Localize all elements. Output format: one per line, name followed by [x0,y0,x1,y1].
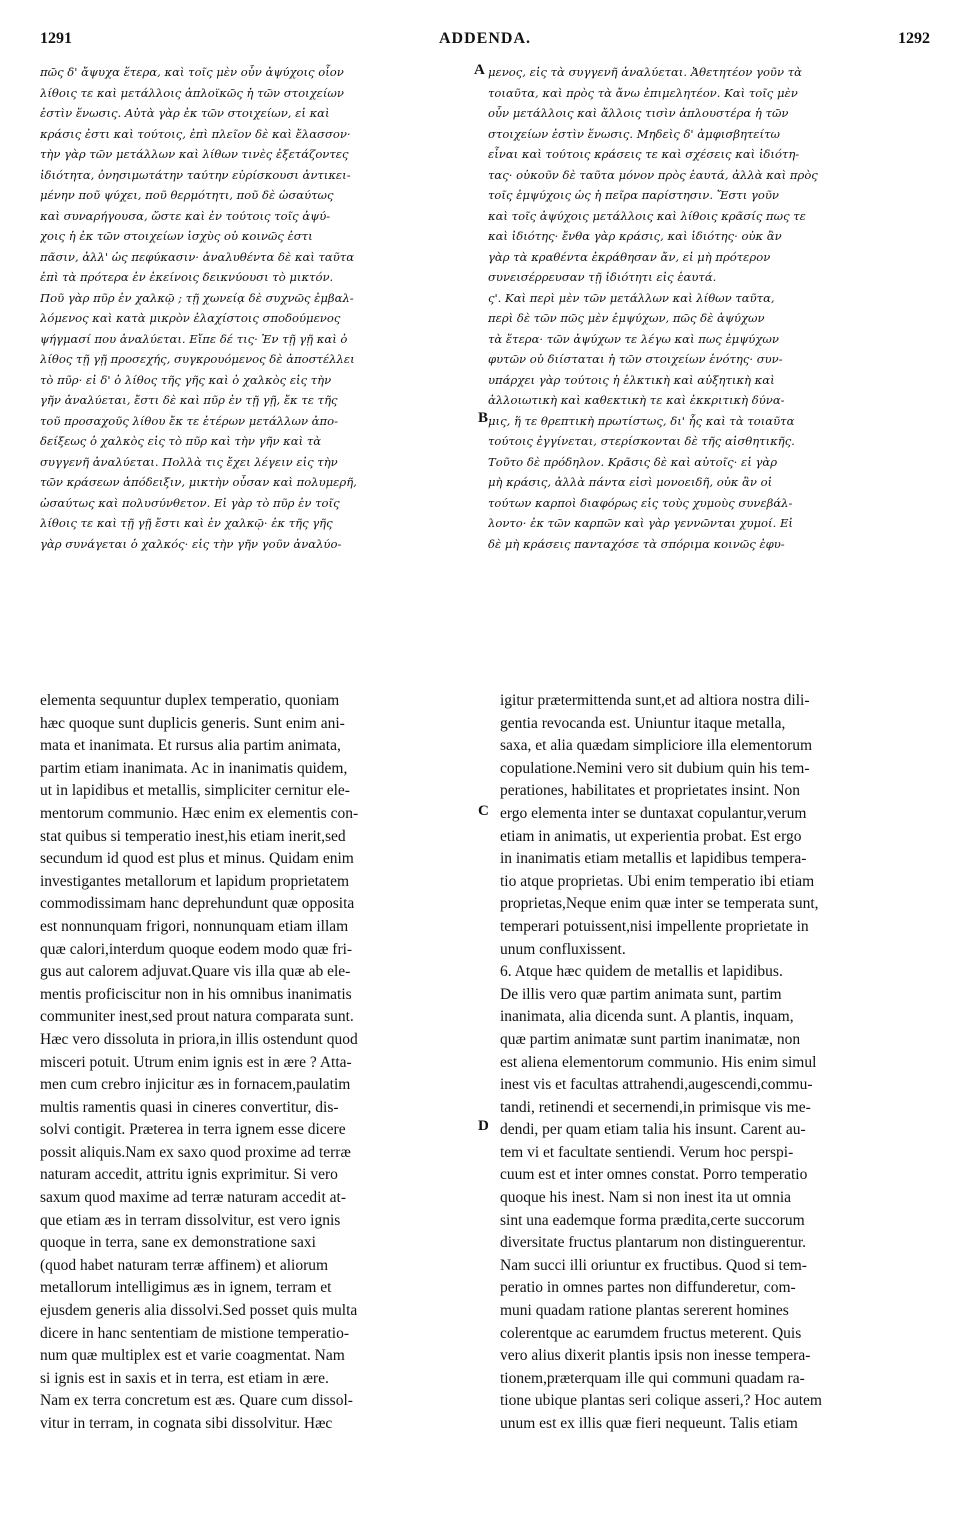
latin-text-line: vitur in terram, in cognata sibi dissolvitur. Hæc [40,1415,333,1432]
latin-text-line: mata et inanimata. Et rursus alia partim animata, [40,737,341,755]
greek-text-line: λίθος τῇ γῇ προσεχής, συγκρουόμενος δὲ ἀποστέλλει [40,352,355,366]
greek-text-line: λόμενος καὶ κατὰ μικρὸν ἐλαχίστοις σποδούμενος [40,311,341,325]
latin-text-line: metallorum intelligimus æs in ignem, terram et [40,1279,332,1297]
margin-letter-b: B [478,410,489,426]
greek-text-line: Τοῦτο δὲ πρόδηλον. Κρᾶσις δὲ καὶ αὐτοῖς· εἰ γὰρ [488,454,778,469]
latin-text-line: unum est ex illis quæ fieri nequeunt. Talis etiam [500,1415,798,1432]
latin-text-line: saxa, et alia quædam simpliciore illa elementorum [500,737,813,755]
latin-text-line: ut in lapidibus et metallis, simpliciter cernitur ele- [40,782,350,800]
greek-text-line: λίθοις τε καὶ τῇ γῇ ἔστι καὶ ἐν χαλκῷ· ἐκ τῆς γῆς [40,516,333,530]
greek-text-line: δείξεως ὁ χαλκὸς εἰς τὸ πῦρ καὶ τὴν γῆν καὶ τὰ [40,434,322,448]
latin-text-line: gentia revocanda est. Uniuntur itaque metalla, [500,714,786,732]
greek-text-line: στοιχείων ἐστὶν ἕνωσις. Μηδεὶς δ' ἀμφισβητείτω [488,126,780,141]
greek-text-right-column [488,62,932,554]
greek-text-line: γῆν ἀναλύεται, ἔστι δὲ καὶ πῦρ ἐν τῇ γῇ, ἔκ τε τῆς [40,393,338,407]
greek-text-line: μις, ἥ τε θρεπτικὴ πρωτίστως, δι' ἧς καὶ τὰ τοιαῦτα [488,413,795,428]
greek-text-line: περὶ δὲ τῶν πῶς μὲν ἐμψύχων, πῶς δὲ ἀψύχων [488,311,765,325]
latin-text-line: commodissimam hanc deprehundunt quæ opposita [40,895,355,913]
latin-text-line: mentis proficiscitur non in his omnibus inanimatis [40,985,352,1003]
greek-text-line: μὴ κράσις, ἀλλὰ πάντα εἰσὶ μονοειδῆ, οὐκ ἂν οἱ [488,475,773,489]
greek-text-line: Ποῦ γὰρ πῦρ ἐν χαλκῷ ; τῇ χωνείᾳ δὲ συχνῶς ἐμβαλ- [40,290,354,305]
latin-text-line: stat quibus si temperatio inest,his etiam inerit,sed [40,827,346,845]
greek-text-line: τούτων καρποὶ διαφόρως εἰς τοὺς χυμοὺς συνεβάλ- [488,495,793,510]
greek-text-line: γὰρ τὰ κραθέντα ἐκράθησαν ἄν, εἰ μὴ πρότερον [488,249,771,264]
latin-text-line: tandi, retinendi et secernendi,in primisque vis me- [500,1098,811,1116]
latin-text-line: saxum quod maxime ad terræ naturam accedit at- [40,1189,347,1207]
latin-text-line: sint una eademque forma prædita,certe succorum [500,1211,805,1229]
greek-text-line: κράσις ἐστι καὶ τούτοις, ἐπὶ πλεῖον δὲ καὶ ἔλασσον· [40,126,351,141]
latin-text-line: muni quadam ratione plantas sererent homines [500,1302,789,1320]
latin-text-line: etiam in animatis, ut experientia probat. Est ergo [500,827,802,845]
greek-text-line: μενος, εἰς τὰ συγγενῆ ἀναλύεται. Ἀθετητέον γοῦν τὰ [488,65,802,79]
latin-text-line: num quæ multiplex est et varie coagmentat. Nam [40,1347,345,1365]
latin-text-line: inest vis et facultas attrahendi,augescendi,commu- [500,1076,813,1094]
latin-text-line: possit aliquis.Nam ex saxo quod proxime ad terræ [40,1143,351,1161]
latin-text-line: secundum id quod est plus et minus. Quidam enim [40,850,354,868]
latin-text-line: proprietas,Neque enim quæ inter se temperata sunt, [500,895,819,913]
latin-text-line: tem vi et facultate sentiendi. Verum hoc perspi- [500,1143,794,1161]
greek-text-line: καὶ ἰδιότης· ἔνθα γὰρ κράσις, καὶ ἰδιότης· οὐκ ἂν [488,229,782,243]
latin-text-line: dendi, per quam etiam talia his insunt. Carent au- [500,1121,806,1139]
latin-text-line: quæ partim animatæ sunt partim inanimatæ, non [500,1030,801,1048]
latin-text-line: perationes, habilitates et proprietates insint. Non [500,782,801,800]
greek-text-line: λίθοις τε καὶ μετάλλοις ἁπλοϊκῶς ἡ τῶν στοιχείων [40,85,344,100]
latin-text-line: diversitate fructus plantarum non distinguerentur. [500,1234,807,1252]
latin-text-line: vero alius dixerit plantis ipsis non inesse tempera- [500,1347,811,1365]
latin-text-line: est nonnunquam frigori, nonnunquam etiam illam [40,917,349,935]
greek-text-line: καὶ συναρήγουσα, ὥστε καὶ ἐν τούτοις τοῖς ἀψύ- [40,208,331,223]
latin-text-line: multis ramentis quasi in cineres convertitur, dis- [40,1098,339,1116]
greek-text-line: τοῖς ἐμψύχοις ὡς ἡ πεῖρα παρίστησιν. Ἔστι γοῦν [488,188,779,202]
latin-text-line: est aliena elementorum communio. His enim simul [500,1053,817,1071]
latin-text-left-column [40,690,470,1436]
running-header [40,30,930,56]
latin-text-line: Hæc vero dissoluta in priora,in illis ostendunt quod [40,1030,358,1048]
greek-text-line: τοιαῦτα, καὶ πρὸς τὰ ἄνω ἐπιμελητέον. Καὶ τοῖς μὲν [488,85,798,100]
greek-text-line: ψήγμασί που ἀναλύεται. Εἴπε δέ τις· Ἐν τῇ γῇ καὶ ὁ [40,331,348,346]
latin-text-line: si ignis est in saxis et in terra, est etiam in ære. [40,1369,329,1387]
latin-text-line: tio atque proprietas. Ubi enim temperatio ibi etiam [500,872,815,890]
latin-text-line: elementa sequuntur duplex temperatio, quoniam [40,692,340,709]
greek-text-line: γὰρ συνάγεται ὁ χαλκός· εἰς τὴν γῆν γοῦν ἀναλύο- [40,536,342,551]
latin-text-line: quæ calori,interdum quoque eodem modo quæ fri- [40,940,353,958]
latin-text-line: men cum crebro injicitur æs in fornacem,paulatim [40,1076,351,1094]
greek-text-line: συνεισέρρευσαν τῇ ἰδιότητι εἰς ἑαυτά. [488,270,717,284]
margin-letter-d: D [478,1118,489,1134]
greek-text-line: καὶ τοῖς ἀψύχοις μετάλλοις καὶ λίθοις κρᾶσίς πως τε [488,208,806,223]
latin-text-line: dicere in hanc sententiam de mistione temperatio- [40,1324,350,1342]
greek-text-line: δὲ μὴ κράσεις πανταχόσε τὰ σπόριμα κοινῶς ἐφυ- [488,536,785,551]
latin-text-line: quoque in terra, sane ex demonstratione saxi [40,1234,316,1252]
latin-text-line: ejusdem generis alia dissolvi.Sed posset quis multa [40,1302,358,1320]
greek-text-line: λοντο· ἐκ τῶν καρπῶν καὶ γὰρ γεννῶνται χυμοί. Εἰ [488,516,793,530]
greek-text-line: συγγενῆ ἀναλύεται. Πολλὰ τις ἔχει λέγειν εἰς τὴν [40,454,338,469]
latin-text-line: peratio in omnes partes non diffunderetur, com- [500,1279,796,1297]
latin-text-line: que etiam æs in terram dissolvitur, est vero ignis [40,1211,341,1229]
latin-text-line: ergo elementa inter se duntaxat copulantur,verum [500,804,807,822]
greek-text-line: ἀλλοιωτικὴ καὶ καθεκτικὴ τε καὶ ἐκκριτικὴ δύνα- [488,393,785,407]
latin-text-line: partim etiam inanimata. Ac in inanimatis quidem, [40,759,348,777]
latin-text-line: (quod habet naturam terræ affinem) et aliorum [40,1256,329,1274]
latin-text-line: mentorum communio. Hæc enim ex elementis con- [40,804,359,822]
latin-text-line: quoque his inest. Nam si non inest ita ut omnia [500,1189,792,1207]
latin-text-line: gus aut calorem adjuvat.Quare vis illa quæ ab ele- [40,963,351,981]
latin-text-line: igitur prætermittenda sunt,et ad altiora nostra dili- [500,692,810,709]
latin-text-line: unum confluxissent. [500,940,626,958]
margin-letter-c: C [478,803,489,819]
greek-text-line: μένην ποῦ ψύχει, ποῦ θερμότητι, ποῦ δὲ ὡσαύτως [40,188,334,202]
latin-text-line: copulatione.Nemini vero sit dubium quin his tem- [500,759,810,777]
greek-text-line: ὡσαύτως καὶ πολυσύνθετον. Εἰ γὰρ τὸ πῦρ ἐν τοῖς [40,495,340,510]
latin-text-line: Nam ex terra concretum est æs. Quare cum dissol- [40,1392,353,1410]
latin-text-line: tione ubique plantas seri colique asseri,? Hoc autem [500,1392,822,1410]
latin-text-line: cuum est et inter omnes constat. Porro temperatio [500,1166,808,1184]
greek-text-line: χοις ἡ ἐκ τῶν στοιχείων ἰσχὺς οὐ κοινῶς ἐστι [40,229,313,243]
latin-text-line: hæc quoque sunt duplicis generis. Sunt enim ani- [40,714,345,732]
latin-text-line: tionem,præterquam ille qui communi quadam ra- [500,1369,805,1387]
greek-text-line: ἐπὶ τὰ πρότερα ἐν ἐκείνοις δεικνύουσι τὸ μικτόν. [40,270,334,284]
latin-text-line: temperari potuissent,nisi impellente proprietate in [500,917,809,935]
greek-text-line: φυτῶν οὐ διίσταται ἡ τῶν στοιχείων ἑνότης· συν- [488,352,783,366]
greek-text-line: τοῦ προσαχοῦς λίθου ἔκ τε ἑτέρων μετάλλων ἀπο- [40,413,339,428]
latin-text-line: inanimata, alia dicenda sunt. A plantis, inquam, [500,1008,794,1026]
greek-text-line: ἐστὶν ἕνωσις. Αὐτὰ γὰρ ἐκ τῶν στοιχείων, εἰ καὶ [40,106,330,120]
greek-text-line: τούτοις ἐγγίνεται, στερίσκονται δὲ τῆς αἰσθητικῆς. [488,434,795,448]
latin-text-line: 6. Atque hæc quidem de metallis et lapidibus. [500,963,783,981]
greek-text-line: υπάρχει γὰρ τούτοις ἡ ἑλκτικὴ καὶ αὐξητικὴ καὶ [488,372,775,387]
greek-text-line: πῶς δ' ἄψυχα ἕτερα, καὶ τοῖς μὲν οὖν ἀψύχοις οἷον [40,65,344,79]
running-title: ADDENDA. [439,30,531,47]
latin-text-line: Nam succi illi oriuntur ex fructibus. Quod si tem- [500,1256,807,1274]
latin-text-line: investigantes metallorum et lapidum proprietatem [40,872,350,890]
greek-text-left-column [40,62,470,554]
greek-text-line: τὴν γὰρ τῶν μετάλλων καὶ λίθων τινὲς ἐξετάζοντες [40,147,349,161]
latin-text-line: colerentque ac earumdem fructus meterent. Quis [500,1324,802,1342]
latin-text-right-column [500,690,932,1436]
latin-text-line: naturam accedit, attritu ignis exprimitur. Si vero [40,1166,338,1184]
greek-text-line: τῶν κράσεων ἀπόδειξιν, μικτὴν οὖσαν καὶ πολυμερῆ, [40,475,357,489]
greek-text-line: οὖν μετάλλοις καὶ ἄλλοις τισὶν ἁπλουστέρα ἡ τῶν [488,106,789,120]
latin-text-line: in inanimatis etiam metallis et lapidibus tempera- [500,850,807,868]
greek-text-line: τὸ πῦρ· εἰ δ' ὁ λίθος τῆς γῆς καὶ ὁ χαλκὸς εἰς τὴν [40,372,332,387]
greek-text-line: ἰδιότητα, ὀνησιμωτάτην ταύτην εὑρίσκουσι ἀντικει- [40,167,351,182]
latin-text-line: misceri potuit. Utrum enim ignis est in ære ? Atta- [40,1053,352,1071]
greek-text-line: τὰ ἕτερα· τῶν ἀψύχων τε λέγω καὶ πως ἐμψύχων [488,331,779,346]
page-number-right: 1292 [898,30,930,47]
page-number-left: 1291 [40,30,72,47]
greek-text-line: πᾶσιν, ἀλλ' ὡς πεφύκασιν· ἀναλυθέντα δὲ καὶ ταῦτα [40,249,355,264]
greek-text-line: εἶναι καὶ τούτοις κράσεις τε καὶ σχέσεις καὶ ἰδιότη- [488,147,800,161]
latin-text-line: solvi contigit. Præterea in terra ignem esse dicere [40,1121,346,1139]
latin-text-line: De illis vero quæ partim animata sunt, partim [500,985,782,1003]
margin-letter-a: A [474,62,485,78]
greek-text-line: τας· οὐκοῦν δὲ ταῦτα μόνον πρὸς ἑαυτά, ἀλλὰ καὶ πρὸς [488,167,818,182]
greek-text-line: ς'. Καὶ περὶ μὲν τῶν μετάλλων καὶ λίθων ταῦτα, [488,290,775,305]
latin-text-line: communiter inest,sed prout natura comparata sunt. [40,1008,354,1026]
